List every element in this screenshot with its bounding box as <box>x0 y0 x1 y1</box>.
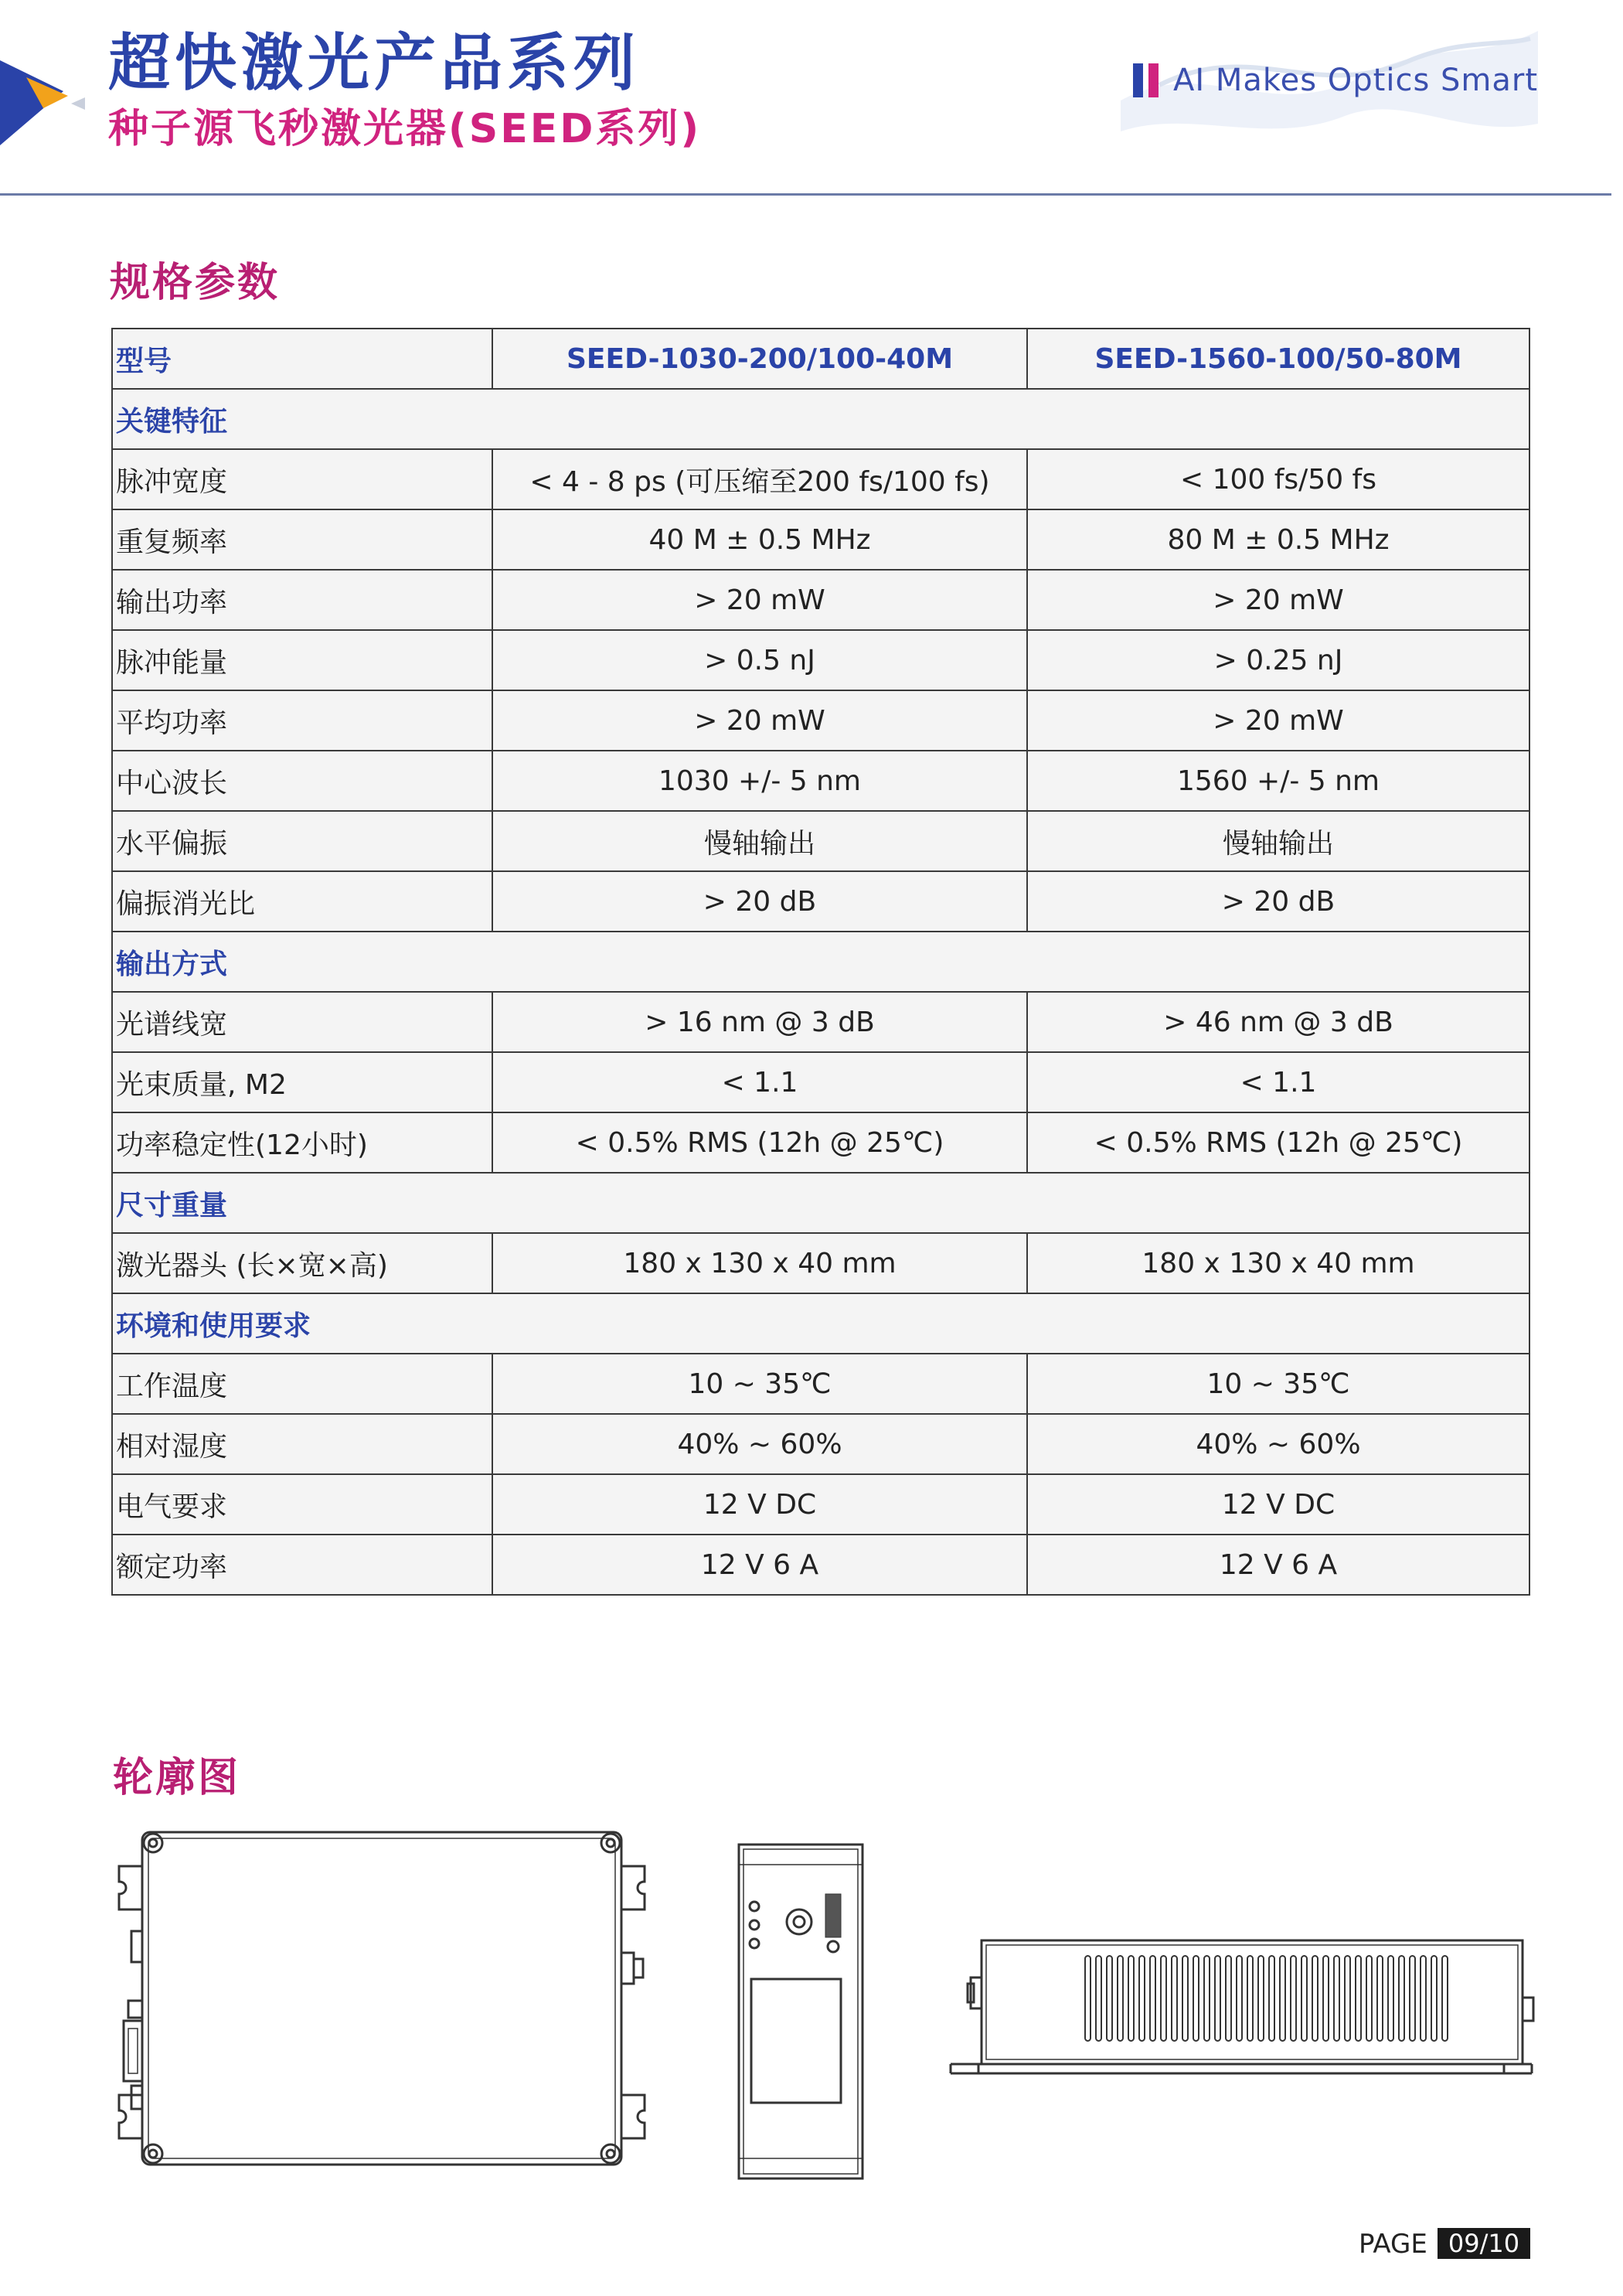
spec-label: 相对湿度 <box>112 1414 492 1474</box>
vent-slot <box>1421 1956 1426 2041</box>
page-number: 09/10 <box>1438 2228 1530 2259</box>
vent-slot <box>1107 1956 1112 2041</box>
vent-slot <box>1431 1956 1437 2041</box>
vent-slots <box>1085 1956 1448 2041</box>
page-title: 超快激光产品系列 <box>108 27 640 99</box>
spec-label: 光谱线宽 <box>112 992 492 1052</box>
spec-value-model-2: > 0.25 nJ <box>1027 630 1529 690</box>
vent-slot <box>1366 1956 1372 2041</box>
front-view-drawing <box>734 1841 873 2182</box>
category-label: 关键特征 <box>112 389 1529 449</box>
vent-slot <box>1399 1956 1404 2041</box>
spec-value-model-2: 12 V 6 A <box>1027 1535 1529 1595</box>
spec-value-model-2: 180 x 130 x 40 mm <box>1027 1233 1529 1293</box>
spec-value-model-1: < 0.5% RMS (12h @ 25℃) <box>492 1112 1027 1173</box>
spec-label: 功率稳定性(12小时) <box>112 1112 492 1173</box>
spec-value-model-2: > 46 nm @ 3 dB <box>1027 992 1529 1052</box>
spec-value-model-1: 180 x 130 x 40 mm <box>492 1233 1027 1293</box>
spec-row <box>112 630 1529 690</box>
spec-label: 工作温度 <box>112 1354 492 1414</box>
spec-row <box>112 1112 1529 1173</box>
vent-slot <box>1388 1956 1393 2041</box>
spec-section-title: 规格参数 <box>110 260 281 306</box>
vent-slot <box>1150 1956 1155 2041</box>
spec-value-model-2: 10 ~ 35℃ <box>1027 1354 1529 1414</box>
spec-label: 脉冲宽度 <box>112 449 492 509</box>
spec-value-model-2: > 20 dB <box>1027 871 1529 932</box>
vent-slot <box>1323 1956 1329 2041</box>
vent-slot <box>1096 1956 1101 2041</box>
spec-label: 脉冲能量 <box>112 630 492 690</box>
vent-slot <box>1215 1956 1220 2041</box>
spec-row <box>112 992 1529 1052</box>
spec-row <box>112 509 1529 570</box>
vent-slot <box>1291 1956 1296 2041</box>
spec-label: 光束质量, M2 <box>112 1052 492 1112</box>
spec-row <box>112 570 1529 630</box>
vent-slot <box>1312 1956 1318 2041</box>
spec-value-model-2: < 100 fs/50 fs <box>1027 449 1529 509</box>
vent-slot <box>1356 1956 1361 2041</box>
model-column-label: 型号 <box>112 329 492 389</box>
spec-value-model-2: 80 M ± 0.5 MHz <box>1027 509 1529 570</box>
category-label: 环境和使用要求 <box>112 1293 1529 1354</box>
vent-slot <box>1237 1956 1242 2041</box>
spec-value-model-1: > 20 dB <box>492 871 1027 932</box>
spec-value-model-2: < 0.5% RMS (12h @ 25℃) <box>1027 1112 1529 1173</box>
spec-label: 电气要求 <box>112 1474 492 1535</box>
vent-slot <box>1345 1956 1350 2041</box>
spec-value-model-1: > 20 mW <box>492 570 1027 630</box>
vent-slot <box>1258 1956 1264 2041</box>
vent-slot <box>1410 1956 1415 2041</box>
vent-slot <box>1269 1956 1274 2041</box>
vent-slot <box>1204 1956 1210 2041</box>
spec-row <box>112 811 1529 871</box>
spec-row <box>112 1535 1529 1595</box>
spec-row <box>112 1414 1529 1474</box>
vent-slot <box>1301 1956 1307 2041</box>
vent-slot <box>1085 1956 1091 2041</box>
vent-slot <box>1226 1956 1231 2041</box>
header-arrow-icon <box>0 60 85 145</box>
spec-value-model-1: > 16 nm @ 3 dB <box>492 992 1027 1052</box>
category-row <box>112 389 1529 449</box>
spec-label: 激光器头 (长×宽×高) <box>112 1233 492 1293</box>
vent-slot <box>1139 1956 1145 2041</box>
spec-value-model-1: 12 V DC <box>492 1474 1027 1535</box>
spec-value-model-2: > 20 mW <box>1027 690 1529 751</box>
model-2-name: SEED-1560-100/50-80M <box>1027 329 1529 389</box>
category-row <box>112 932 1529 992</box>
vent-slot <box>1442 1956 1448 2041</box>
side-view-drawing <box>948 1933 1535 2087</box>
model-1-name: SEED-1030-200/100-40M <box>492 329 1027 389</box>
brand-logo-bars <box>1133 63 1159 97</box>
spec-value-model-2: 12 V DC <box>1027 1474 1529 1535</box>
page-subtitle: 种子源飞秒激光器(SEED系列) <box>108 106 702 152</box>
spec-value-model-2: 40% ~ 60% <box>1027 1414 1529 1474</box>
spec-value-model-1: > 0.5 nJ <box>492 630 1027 690</box>
spec-label: 重复频率 <box>112 509 492 570</box>
spec-row <box>112 1354 1529 1414</box>
top-view-drawing <box>108 1818 665 2182</box>
vent-slot <box>1280 1956 1285 2041</box>
spec-value-model-1: 慢轴输出 <box>492 811 1027 871</box>
spec-row <box>112 690 1529 751</box>
category-row <box>112 1293 1529 1354</box>
spec-label: 中心波长 <box>112 751 492 811</box>
outline-section-title: 轮廓图 <box>113 1755 241 1801</box>
spec-label: 输出功率 <box>112 570 492 630</box>
spec-value-model-2: 1560 +/- 5 nm <box>1027 751 1529 811</box>
spec-label: 偏振消光比 <box>112 871 492 932</box>
spec-value-model-2: > 20 mW <box>1027 570 1529 630</box>
spec-value-model-1: 12 V 6 A <box>492 1535 1027 1595</box>
brand-slogan: AI Makes Optics Smart <box>1173 63 1539 98</box>
spec-row <box>112 449 1529 509</box>
page-label: PAGE <box>1359 2229 1427 2260</box>
header-divider <box>0 193 1611 196</box>
vent-slot <box>1118 1956 1123 2041</box>
spec-value-model-2: 慢轴输出 <box>1027 811 1529 871</box>
spec-value-model-2: < 1.1 <box>1027 1052 1529 1112</box>
vent-slot <box>1193 1956 1199 2041</box>
spec-row <box>112 1233 1529 1293</box>
spec-value-model-1: 10 ~ 35℃ <box>492 1354 1027 1414</box>
category-row <box>112 1173 1529 1233</box>
vent-slot <box>1182 1956 1188 2041</box>
vent-slot <box>1172 1956 1177 2041</box>
spec-value-model-1: < 4 - 8 ps (可压缩至200 fs/100 fs) <box>492 449 1027 509</box>
spec-value-model-1: 1030 +/- 5 nm <box>492 751 1027 811</box>
vent-slot <box>1334 1956 1339 2041</box>
vent-slot <box>1128 1956 1134 2041</box>
spec-value-model-1: 40 M ± 0.5 MHz <box>492 509 1027 570</box>
spec-value-model-1: > 20 mW <box>492 690 1027 751</box>
spec-row <box>112 751 1529 811</box>
spec-header-row <box>112 329 1529 389</box>
category-label: 尺寸重量 <box>112 1173 1529 1233</box>
spec-label: 额定功率 <box>112 1535 492 1595</box>
spec-table <box>111 328 1530 1596</box>
vent-slot <box>1247 1956 1253 2041</box>
spec-value-model-1: 40% ~ 60% <box>492 1414 1027 1474</box>
spec-value-model-1: < 1.1 <box>492 1052 1027 1112</box>
spec-row <box>112 1474 1529 1535</box>
vent-slot <box>1161 1956 1166 2041</box>
spec-label: 平均功率 <box>112 690 492 751</box>
spec-label: 水平偏振 <box>112 811 492 871</box>
category-label: 输出方式 <box>112 932 1529 992</box>
vent-slot <box>1377 1956 1383 2041</box>
spec-row <box>112 1052 1529 1112</box>
spec-row <box>112 871 1529 932</box>
